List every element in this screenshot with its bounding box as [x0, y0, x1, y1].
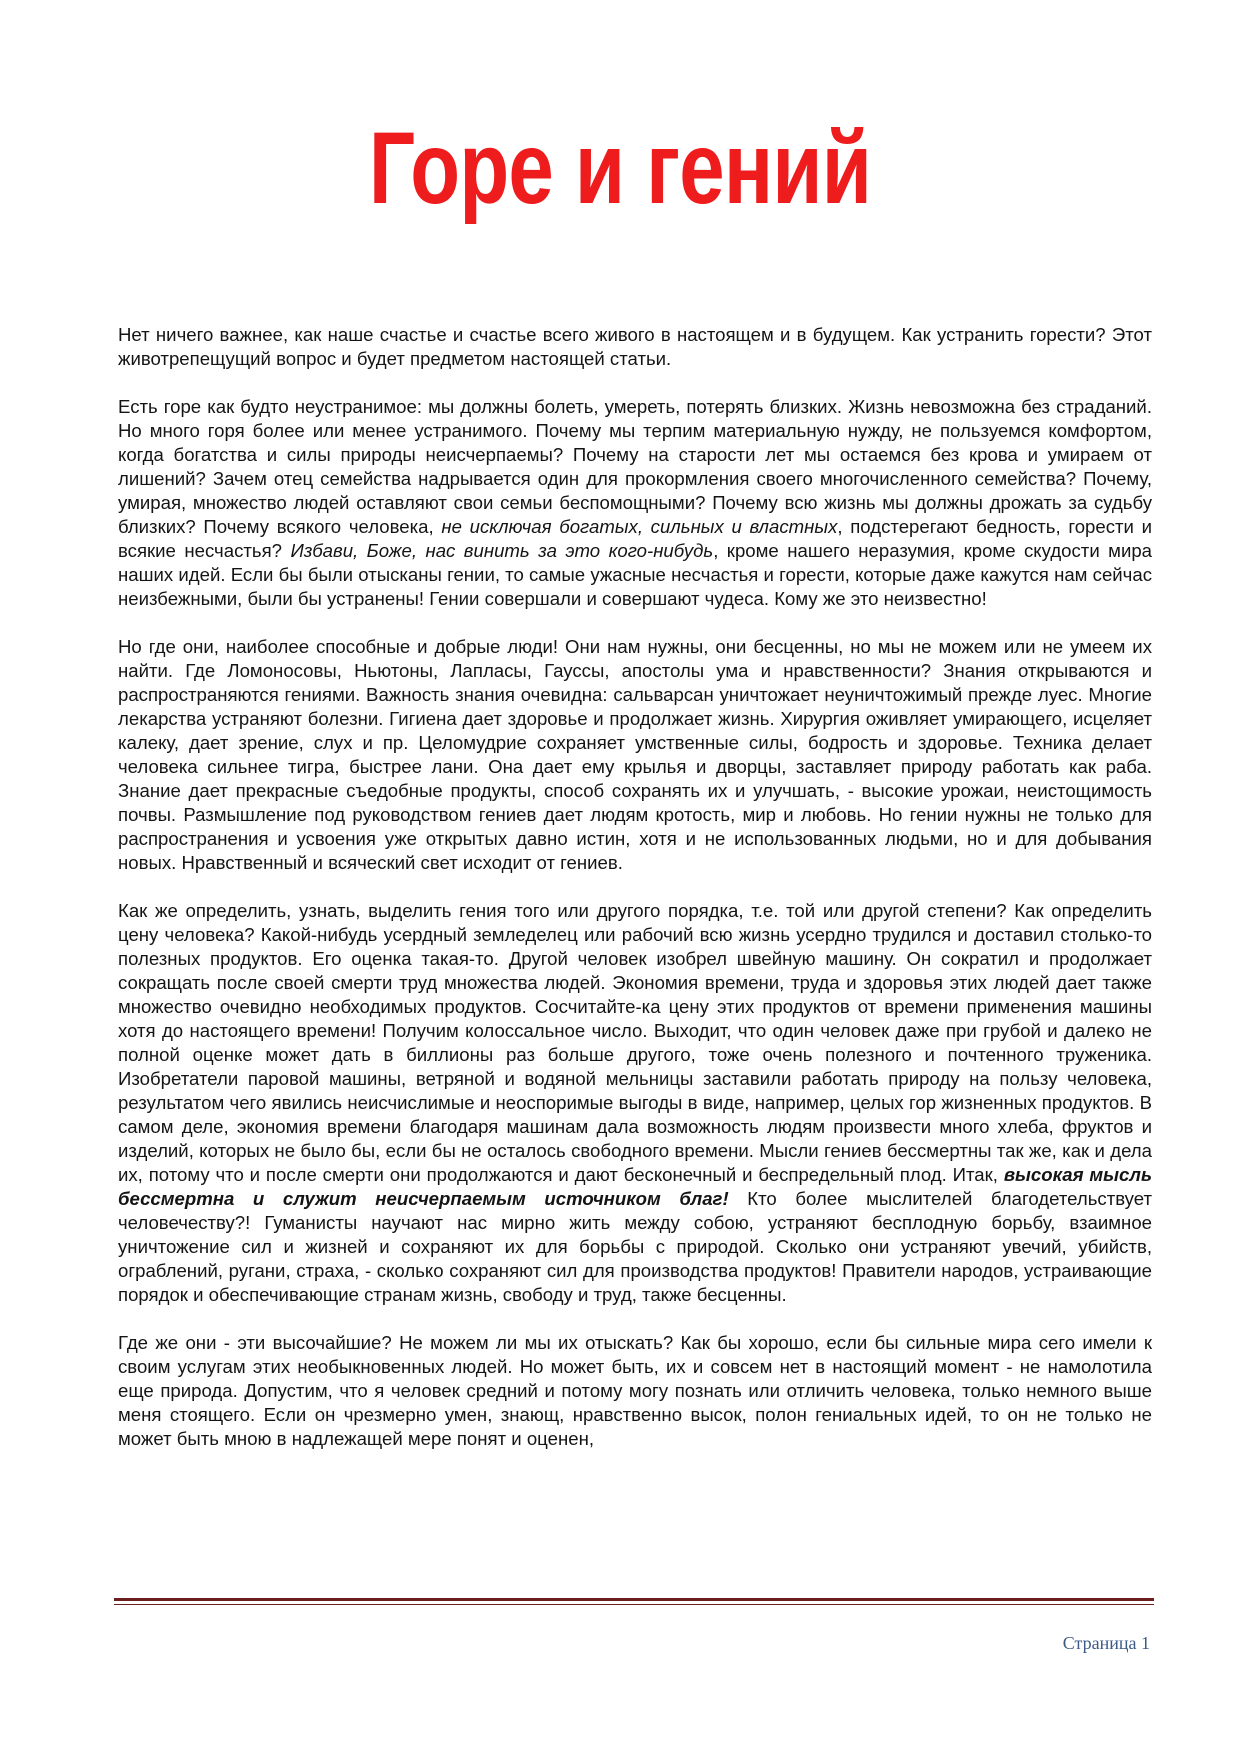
- footer-divider: [114, 1598, 1154, 1601]
- paragraph-2-text-a: Есть горе как будто неустранимое: мы должны болеть, умереть, потерять близких. Жизнь невозможна без страданий. Но много горя более или менее устранимого. Почему мы терпим материальную нужду, не пользуемся комфортом, когда богатства и силы природы неисчерпаемы? Почему на старости лет мы остаемся без крова и умираем от лишений? Зачем отец семейства надрывается один для прокормления своего многочисленного семейства? Почему, умирая, множество людей оставляют свои семьи беспомощными? Почему всю жизнь мы должны дрожать за судьбу близких? Почему всякого человека,: [118, 396, 1152, 537]
- paragraph-4-bold-quote: высокая мысль бессмертна и служит неисчерпаемым источником благ!: [118, 1164, 1152, 1209]
- paragraph-2-italic-1: не исключая богатых, сильных и властных: [441, 516, 838, 537]
- paragraph-2-italic-2: Избави, Боже, нас винить за это кого-нибудь: [290, 540, 714, 561]
- paragraph-1: Нет ничего важнее, как наше счастье и счастье всего живого в настоящем и в будущем. Как устранить горести? Этот животрепещущий вопрос и будет предметом настоящей статьи.: [118, 324, 1152, 369]
- paragraph-4-text-b: Кто более мыслителей благодетельствует человечеству?! Гуманисты научают нас мирно жить между собою, устраняют бесплодную борьбу, взаимное уничтожение сил и жизней и сохраняют их для борьбы с природой. Сколько они устраняют увечий, убийств, ограблений, ругани, страха, - сколько сохраняют сил для производства продуктов! Правители народов, устраивающие порядок и обеспечивающие странам жизнь, свободу и труд, также бесценны.: [118, 1188, 1153, 1305]
- paragraph-3: Но где они, наиболее способные и добрые люди! Они нам нужны, они бесценны, но мы не можем или не умеем их найти. Где Ломоносовы, Ньютоны, Лапласы, Гауссы, апостолы ума и нравственности? Знания открываются и распространяются гениями. Важность знания очевидна: сальварсан уничтожает неуничтожимый прежде луес. Многие лекарства устраняют болезни. Гигиена дает здоровье и продолжает жизнь. Хирургия оживляет умирающего, исцеляет калеку, дает зрение, слух и пр. Целомудрие сохраняет умственные силы, бодрость и здоровье. Техника делает человека сильнее тигра, быстрее лани. Она дает ему крылья и дворцы, заставляет природу работать как раба. Знание дает прекрасные съедобные продукты, способ сохранять их и улучшать, - высокие урожаи, неистощимость почвы. Размышление под руководством гениев дает людям кротость, мир и любовь. Но гении нужны не только для распространения и усвоения уже открытых давно истин, хотя и не использованных людьми, но и для добывания новых. Нравственный и всяческий свет исходит от гениев.: [118, 636, 1152, 873]
- paragraph-5: Где же они - эти высочайшие? Не можем ли мы их отыскать? Как бы хорошо, если бы сильные мира сего имели к своим услугам этих необыкновенных людей. Но может быть, их и совсем нет в настоящий момент - не намолотила еще природа. Допустим, что я человек средний и потому могу познать или отличить человека, только немного выше меня стоящего. Если он чрезмерно умен, знающ, нравственно высок, полон гениальных идей, то он не только не может быть мною в надлежащей мере понят и оценен,: [118, 1332, 1152, 1449]
- paragraph-2-text-c: , кроме нашего неразумия, кроме скудости мира наших идей. Если бы были отысканы гении, то самые ужасные несчастья и горести, которые даже кажутся нам сейчас неизбежными, были бы устранены! Гении совершали и совершают чудеса. Кому же это неизвестно!: [118, 540, 1153, 609]
- paragraph-2: [118, 395, 1152, 611]
- footer-divider-thin: [114, 1604, 1154, 1605]
- paragraph-2-text-b: , подстерегают бедность, горести и всякие несчастья?: [118, 516, 1152, 561]
- page-number: Страница 1: [1062, 1633, 1150, 1653]
- paragraph-4: [118, 899, 1152, 1307]
- article-body: [118, 323, 1152, 1475]
- page-title: Горе и гений: [368, 111, 872, 225]
- paragraph-4-text-a: Как же определить, узнать, выделить гения того или другого порядка, т.е. той или другой степени? Как определить цену человека? Какой-нибудь усердный земледелец или рабочий всю жизнь усердно трудился и доставил столько-то полезных продуктов. Его оценка такая-то. Другой человек изобрел швейную машину. Он сократил и продолжает сокращать после своей смерти труд множества людей. Экономия времени, труда и здоровья этих людей дает также множество очевидно необходимых продуктов. Сосчитайте-ка цену этих продуктов от времени применения машины хотя до настоящего времени! Получим колоссальное число. Выходит, что один человек даже при грубой и далеко не полной оценке может дать в биллионы раз больше другого, тоже очень полезного и почтенного труженика. Изобретатели паровой машины, ветряной и водяной мельницы заставили работать природу на пользу человека, результатом чего явились неисчислимые и неоспоримые выгоды в виде, например, целых гор жизненных продуктов. В самом деле, экономия времени благодаря машинам дала возможность людям произвести много хлеба, фруктов и изделий, которых не было бы, если бы не осталось свободного времени. Мысли гениев бессмертны так же, как и дела их, потому что и после смерти они продолжаются и дают бесконечный и беспредельный плод. Итак,: [118, 900, 1152, 1185]
